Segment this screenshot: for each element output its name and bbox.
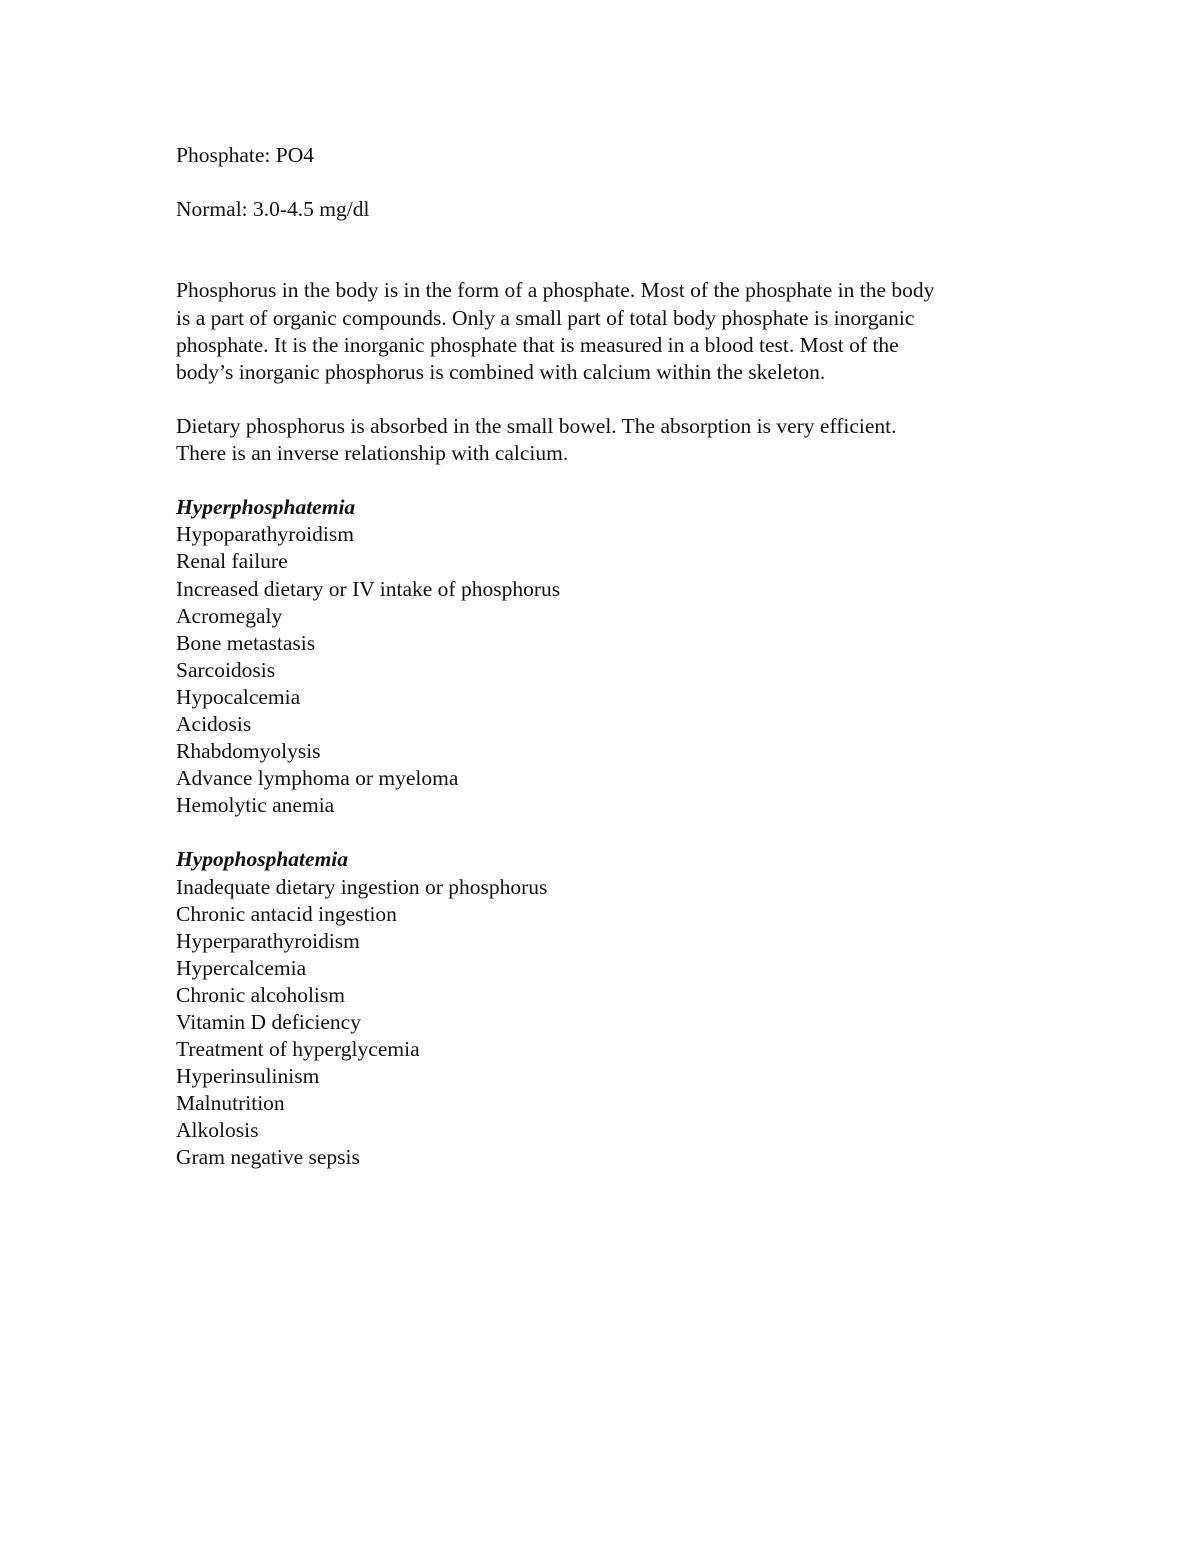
hypophosphatemia-list bbox=[176, 874, 1036, 1172]
list-item: Chronic antacid ingestion bbox=[176, 901, 397, 926]
list-item: Hypocalcemia bbox=[176, 684, 301, 709]
list-item: Bone metastasis bbox=[176, 630, 316, 655]
list-item: Increased dietary or IV intake of phosphorus bbox=[176, 576, 561, 601]
hypophosphatemia-heading: Hypophosphatemia bbox=[176, 847, 349, 872]
spacer bbox=[176, 386, 1036, 413]
list-item: Acidosis bbox=[176, 711, 252, 736]
list-item: Hyperinsulinism bbox=[176, 1064, 320, 1089]
list-item: Treatment of hyperglycemia bbox=[176, 1037, 420, 1062]
spacer bbox=[176, 467, 1036, 494]
document-body bbox=[176, 142, 1036, 1172]
list-item: Alkolosis bbox=[176, 1118, 259, 1143]
list-item: Vitamin D deficiency bbox=[176, 1010, 361, 1034]
title-line: Phosphate: PO4 bbox=[176, 143, 314, 167]
paragraph-line: phosphate. It is the inorganic phosphate that is measured in a blood test. Most of the bbox=[176, 332, 899, 357]
list-item: Hypoparathyroidism bbox=[176, 522, 354, 547]
list-item: Advance lymphoma or myeloma bbox=[176, 766, 459, 791]
list-item: Rhabdomyolysis bbox=[176, 739, 321, 764]
spacer bbox=[176, 819, 1036, 846]
normal-range-line: Normal: 3.0-4.5 mg/dl bbox=[176, 197, 370, 222]
list-item: Acromegaly bbox=[176, 603, 283, 628]
paragraph-line: is a part of organic compounds. Only a small part of total body phosphate is inorganic bbox=[176, 305, 915, 330]
spacer bbox=[176, 223, 1036, 277]
paragraph-phosphorus-forms bbox=[176, 277, 1036, 385]
list-item: Hyperparathyroidism bbox=[176, 928, 360, 953]
paragraph-line: Dietary phosphorus is absorbed in the small bowel. The absorption is very efficient. bbox=[176, 413, 897, 438]
list-item: Chronic alcoholism bbox=[176, 982, 345, 1007]
list-item: Inadequate dietary ingestion or phosphorus bbox=[176, 874, 548, 899]
spacer bbox=[176, 169, 1036, 196]
paragraph-line: body’s inorganic phosphorus is combined with calcium within the skeleton. bbox=[176, 359, 826, 384]
list-item: Malnutrition bbox=[176, 1091, 285, 1116]
list-item: Hemolytic anemia bbox=[176, 793, 335, 818]
paragraph-line: There is an inverse relationship with calcium. bbox=[176, 441, 569, 466]
list-item: Gram negative sepsis bbox=[176, 1145, 360, 1170]
hyperphosphatemia-list bbox=[176, 521, 1036, 819]
list-item: Renal failure bbox=[176, 549, 288, 574]
paragraph-dietary-absorption bbox=[176, 413, 1036, 467]
list-item: Hypercalcemia bbox=[176, 955, 307, 980]
paragraph-line: Phosphorus in the body is in the form of a phosphate. Most of the phosphate in the body bbox=[176, 278, 935, 303]
list-item: Sarcoidosis bbox=[176, 657, 276, 682]
hyperphosphatemia-heading: Hyperphosphatemia bbox=[176, 495, 356, 520]
